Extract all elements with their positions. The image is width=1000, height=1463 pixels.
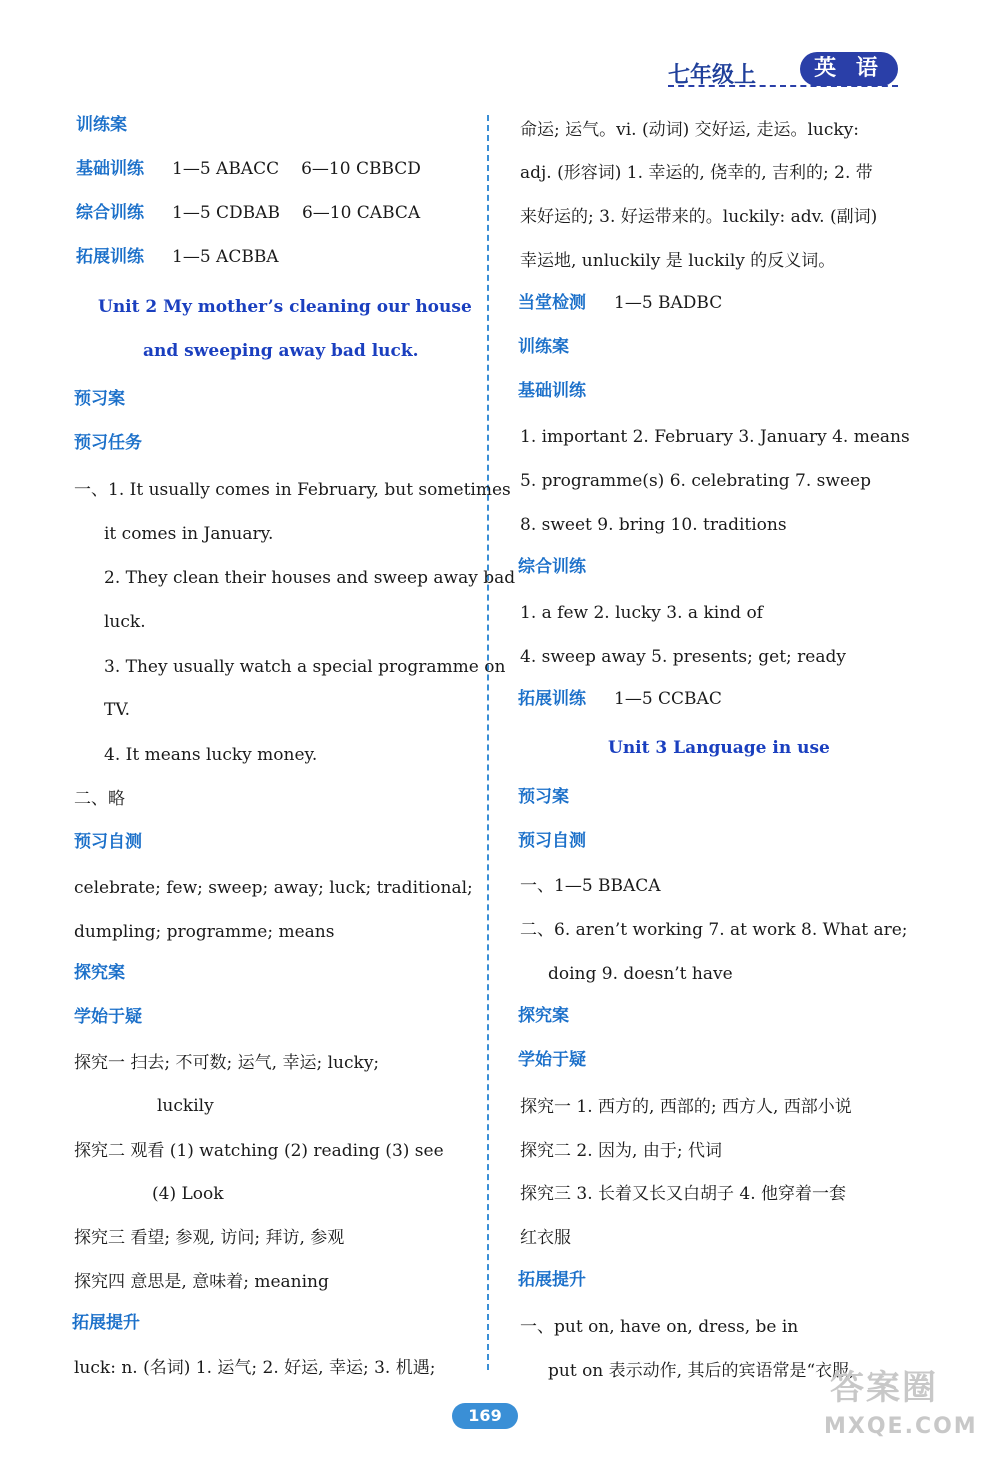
answer-text: 4. It means lucky money. <box>104 745 318 765</box>
answer-text: (4) Look <box>152 1184 224 1204</box>
section-heading: 训练案 <box>518 337 569 357</box>
header-grade: 七年级上 <box>668 63 757 88</box>
answer-text: 1—5 ABACC <box>172 159 280 179</box>
section-heading: 拓展提升 <box>518 1270 586 1290</box>
answer-text: 一、1. It usually comes in February, but sometimes <box>74 480 511 500</box>
unit-title: and sweeping away bad luck. <box>143 341 419 361</box>
page-number-badge: 169 <box>452 1403 518 1429</box>
answer-text: put on 表示动作, 其后的宾语常是“衣服, <box>548 1361 855 1381</box>
answer-text: 探究二 观看 (1) watching (2) reading (3) see <box>74 1141 444 1161</box>
answer-text: 1—5 BADBC <box>614 293 723 313</box>
answer-text: 二、略 <box>74 789 125 809</box>
answer-line <box>76 202 420 224</box>
answer-text: 1. a few 2. lucky 3. a kind of <box>520 603 763 623</box>
section-heading: 预习自测 <box>518 831 586 851</box>
unit-title: Unit 3 Language in use <box>608 738 830 758</box>
answer-text: celebrate; few; sweep; away; luck; traditional; <box>74 878 473 898</box>
answer-line <box>518 688 722 710</box>
header-underline <box>668 85 898 87</box>
answer-text: 幸运地, unluckily 是 luckily 的反义词。 <box>520 251 836 271</box>
answer-text: 二、6. aren’t working 7. at work 8. What are; <box>520 920 908 940</box>
answer-text: 3. They usually watch a special programme on <box>104 657 506 677</box>
subject-badge: 英 语 <box>800 52 898 86</box>
column-divider <box>487 115 489 1370</box>
answer-text: 5. programme(s) 6. celebrating 7. sweep <box>520 471 871 491</box>
section-heading: 探究案 <box>74 963 125 983</box>
answer-line <box>76 158 421 180</box>
answer-text: 探究二 2. 因为, 由于; 代词 <box>520 1141 722 1161</box>
answer-text: 探究四 意思是, 意味着; meaning <box>74 1272 329 1292</box>
unit-title: Unit 2 My mother’s cleaning our house <box>98 297 472 317</box>
answer-text: it comes in January. <box>104 524 274 544</box>
answer-text: luck: n. (名词) 1. 运气; 2. 好运, 幸运; 3. 机遇; <box>74 1358 436 1378</box>
section-heading: 训练案 <box>76 115 127 135</box>
section-heading: 预习案 <box>518 787 569 807</box>
watermark-text: 答案圈 <box>830 1368 938 1408</box>
answer-text: 红衣服 <box>520 1228 571 1248</box>
answer-text: 探究三 3. 长着又长又白胡子 4. 他穿着一套 <box>520 1184 847 1204</box>
section-heading: 综合训练 <box>518 557 586 577</box>
section-heading: 基础训练 <box>518 381 586 401</box>
answer-text: 探究三 看望; 参观, 访问; 拜访, 参观 <box>74 1228 345 1248</box>
answer-text: doing 9. doesn’t have <box>548 964 733 984</box>
section-heading: 基础训练 <box>76 159 144 179</box>
answer-text: 8. sweet 9. bring 10. traditions <box>520 515 787 535</box>
answer-line <box>76 246 279 268</box>
answer-text: 1—5 ACBBA <box>172 247 279 267</box>
answer-text: 命运; 运气。vi. (动词) 交好运, 走运。lucky: <box>520 120 859 140</box>
answer-text: 1. important 2. February 3. January 4. means <box>520 427 910 447</box>
answer-text: 探究一 1. 西方的, 西部的; 西方人, 西部小说 <box>520 1097 852 1117</box>
section-heading: 拓展提升 <box>72 1313 140 1333</box>
section-heading: 预习自测 <box>74 832 142 852</box>
answer-text: 2. They clean their houses and sweep away bad <box>104 568 516 588</box>
section-heading: 拓展训练 <box>76 247 144 267</box>
answer-text: TV. <box>104 700 131 720</box>
answer-text: luck. <box>104 612 146 632</box>
answer-text: dumpling; programme; means <box>74 922 335 942</box>
answer-text: luckily <box>157 1096 214 1116</box>
answer-text: 6—10 CBBCD <box>301 159 421 179</box>
watermark-logo <box>820 1360 990 1455</box>
answer-text: 一、put on, have on, dress, be in <box>520 1317 799 1337</box>
section-heading: 当堂检测 <box>518 293 586 313</box>
section-heading: 综合训练 <box>76 203 144 223</box>
section-heading: 拓展训练 <box>518 689 586 709</box>
answer-text: 探究一 扫去; 不可数; 运气, 幸运; lucky; <box>74 1053 380 1073</box>
answer-text: 一、1—5 BBACA <box>520 876 661 896</box>
section-heading: 学始于疑 <box>74 1007 142 1027</box>
section-heading: 学始于疑 <box>518 1050 586 1070</box>
section-heading: 预习任务 <box>74 433 142 453</box>
section-heading: 探究案 <box>518 1006 569 1026</box>
answer-line <box>518 292 722 314</box>
answer-text: 4. sweep away 5. presents; get; ready <box>520 647 846 667</box>
answer-text: 6—10 CABCA <box>301 203 421 223</box>
section-heading: 预习案 <box>74 389 125 409</box>
answer-text: 来好运的; 3. 好运带来的。luckily: adv. (副词) <box>520 207 878 227</box>
answer-text: 1—5 CDBAB <box>172 203 280 223</box>
answer-text: adj. (形容词) 1. 幸运的, 侥幸的, 吉利的; 2. 带 <box>520 163 873 183</box>
answer-text: 1—5 CCBAC <box>614 689 722 709</box>
watermark-url: MXQE.COM <box>824 1414 978 1439</box>
